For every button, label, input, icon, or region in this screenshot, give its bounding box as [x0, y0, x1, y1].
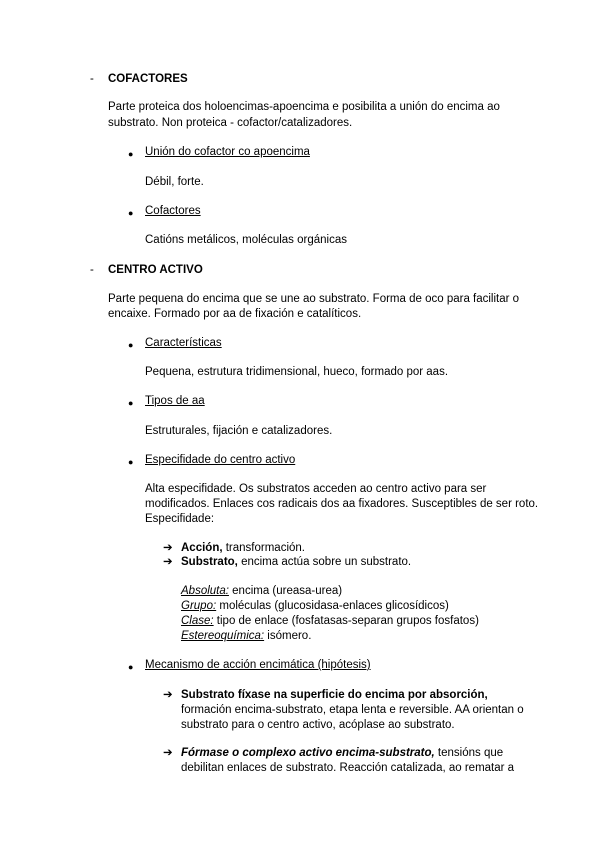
definition-desc: tipo de enlace (fosfatasas-separan grupos fosfatos)	[213, 615, 479, 627]
arrow-item-text: tensións que	[434, 747, 504, 759]
definition-term: Absoluta:	[181, 585, 229, 597]
paragraph-line: Parte pequena do encima que se une ao substrato. Forma de oco para facilitar o	[108, 293, 520, 305]
bullet-icon: ●	[128, 208, 134, 218]
arrow-item-bold: Fórmase o complexo activo encima-substrato,	[181, 747, 435, 759]
definition-line	[181, 584, 342, 599]
arrow-item-text: substrato para o centro activo, acóplase ao substrato.	[181, 719, 455, 731]
arrow-item-text: transformación.	[222, 542, 305, 554]
definition-desc: encima (ureasa-urea)	[228, 585, 343, 597]
arrow-icon: ➔	[163, 542, 173, 554]
paragraph-line: substrato. Non proteica - cofactor/catalizadores.	[108, 117, 353, 129]
bullet-icon: ●	[128, 149, 134, 159]
bullet-icon: ●	[128, 457, 134, 467]
section-heading-cofactores: COFACTORES	[108, 73, 188, 85]
arrow-item-text: debilitan enlaces de substrato. Reacción catalizada, ao rematar a	[181, 762, 515, 774]
arrow-icon: ➔	[163, 556, 173, 568]
bullet-icon: ●	[128, 398, 134, 408]
subheading-text: Estruturales, fijación e catalizadores.	[145, 425, 333, 437]
subheading-text: Alta especifidade. Os substratos acceden ao centro activo para ser	[145, 483, 487, 495]
definition-desc: moléculas (glucosidasa-enlaces glicosídicos)	[216, 600, 449, 612]
subheading: Características	[145, 337, 222, 349]
arrow-item	[181, 555, 411, 570]
subheading: Especifidade do centro activo	[145, 454, 296, 466]
subheading-text: Pequena, estrutura tridimensional, hueco, formado por aas.	[145, 366, 449, 378]
arrow-item	[181, 541, 305, 556]
bullet-icon: ●	[128, 340, 134, 350]
arrow-item-text: encima actúa sobre un substrato.	[237, 556, 412, 568]
definition-line	[181, 629, 311, 644]
arrow-icon: ➔	[163, 689, 173, 701]
arrow-item-text: formación encima-substrato, etapa lenta e reversible. AA orientan o	[181, 704, 524, 716]
arrow-icon: ➔	[163, 747, 173, 759]
subheading-text: Especifidade:	[145, 513, 215, 525]
bullet-icon: ●	[128, 662, 134, 672]
section-heading-centro-activo: CENTRO ACTIVO	[108, 264, 203, 276]
arrow-item	[181, 688, 488, 703]
definition-line	[181, 599, 449, 614]
subheading: Tipos de aa	[145, 395, 205, 407]
definition-line	[181, 614, 479, 629]
definition-term: Estereoquímica:	[181, 630, 265, 642]
subheading: Unión do cofactor co apoencima	[145, 146, 310, 158]
subheading: Mecanismo de acción encimática (hipótesis)	[145, 659, 371, 671]
section-dash: -	[90, 264, 94, 276]
subheading: Cofactores	[145, 205, 201, 217]
subheading-text: modificados. Enlaces cos radicais dos aa fixadores. Susceptibles de ser roto.	[145, 498, 539, 510]
subheading-text: Débil, forte.	[145, 176, 204, 188]
paragraph-line: encaixe. Formado por aa de fixación e catalíticos.	[108, 308, 362, 320]
definition-term: Grupo:	[181, 600, 217, 612]
arrow-item-bold: Acción,	[181, 542, 223, 554]
arrow-item	[181, 746, 503, 761]
section-dash: -	[90, 73, 94, 85]
arrow-item-bold: Substrato,	[181, 556, 238, 568]
definition-term: Clase:	[181, 615, 214, 627]
arrow-item-bold: Substrato fíxase na superficie do encima por absorción,	[181, 689, 488, 701]
subheading-text: Catións metálicos, moléculas orgánicas	[145, 234, 347, 246]
definition-desc: isómero.	[264, 630, 312, 642]
paragraph-line: Parte proteica dos holoencimas-apoencima e posibilita a unión do encima ao	[108, 101, 500, 113]
